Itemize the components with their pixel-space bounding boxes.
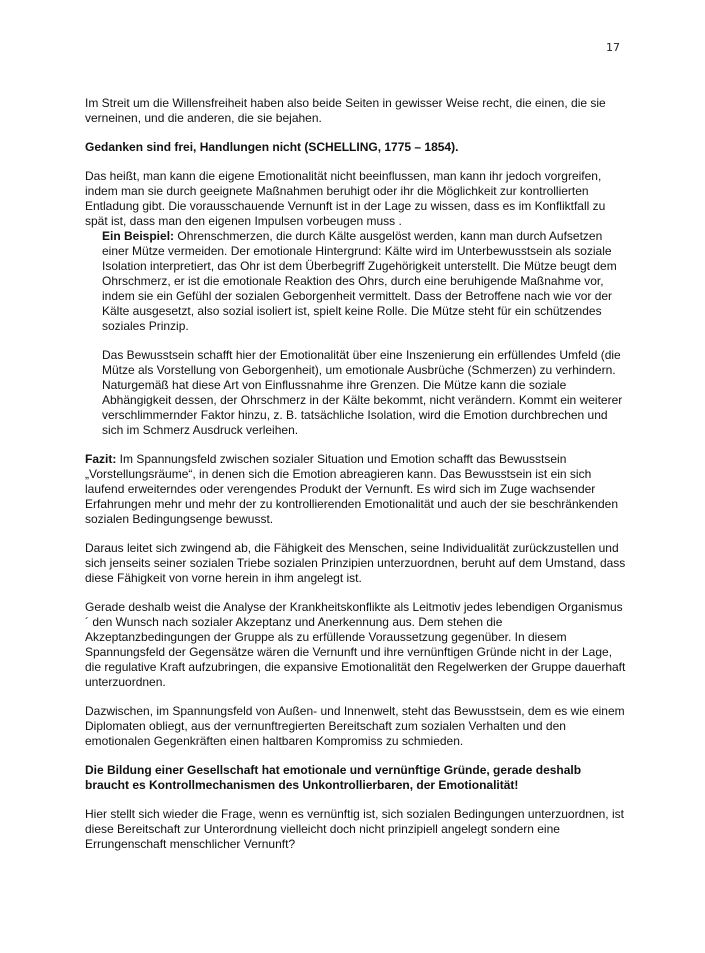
page-number: 17 bbox=[606, 41, 620, 54]
beispiel-text: Ohrenschmerzen, die durch Kälte ausgelöst werden, kann man durch Aufsetzen einer Mütze vermeiden. Der emotionale Hintergrund: Kälte wird im Unterbewusstsein als soziale Isolation interpretiert, das Ohr ist dem Überbegriff Zugehörigkeit unterstellt. Die Mütze beugt dem Ohrschmerz, er ist die emotionale Reaktion des Ohrs, durch eine beruhigende Maßnahme vor, indem sie ein Gefühl der sozialen Geborgenheit vermittelt. Dass der Betroffene nach wie vor der Kälte ausgesetzt, also sozial isoliert ist, spielt keine Rolle. Die Mütze steht für ein schützendes soziales Prinzip. bbox=[102, 229, 617, 333]
paragraph-faehigkeit: Daraus leitet sich zwingend ab, die Fähigkeit des Menschen, seine Individualität zurückzustellen und sich jenseits seiner sozialen Triebe sozialen Prinzipien unterzuordnen, beruht auf dem Umstand, dass diese Fähigkeit von vorne herein in ihm angelegt ist. bbox=[85, 541, 626, 585]
paragraph-willensfreiheit: Im Streit um die Willensfreiheit haben also beide Seiten in gewisser Weise recht, die einen, die sie verneinen, und die anderen, die sie bejahen. bbox=[85, 96, 606, 125]
paragraph-schelling-quote: Gedanken sind frei, Handlungen nicht (SCHELLING, 1775 – 1854). bbox=[85, 140, 459, 154]
paragraph-krankheitskonflikte: Gerade deshalb weist die Analyse der Krankheitskonflikte als Leitmotiv jedes lebendigen Organismus´ den Wunsch nach sozialer Akzeptanz und Anerkennung aus. Dem stehen die Akzeptanzbedingungen der Gruppe als zu erfüllende Voraussetzung gegenüber. In diesem Spannungsfeld der Gegensätze wären die Vernunft und ihre vernünftigen Gründe nicht in der Lage, die regulative Kraft aufzubringen, die expansive Emotionalität den Regelwerken der Gruppe dauerhaft unterzuordnen. bbox=[85, 600, 626, 689]
paragraph-emotionalitaet: Das heißt, man kann die eigene Emotionalität nicht beeinflussen, man kann ihr jedoch vorgreifen, indem man sie durch geeignete Maßnahmen beruhigt oder ihr die Möglichkeit zur kontrollierten Entladung gibt. Die vorausschauende Vernunft ist in der Lage zu wissen, dass es im Konfliktfall zu spät ist, dass man den eigenen Impulsen vorbeugen muss . bbox=[85, 169, 606, 228]
paragraph-fazit bbox=[85, 452, 626, 527]
paragraph-gesellschaft: Die Bildung einer Gesellschaft hat emotionale und vernünftige Gründe, gerade deshalb braucht es Kontrollmechanismen des Unkontrollierbaren, der Emotionalität! bbox=[85, 763, 582, 792]
paragraph-diplomat: Dazwischen, im Spannungsfeld von Außen- und Innenwelt, steht das Bewusstsein, dem es wie einem Diplomaten obliegt, aus der vernunftregierten Bereitschaft zum sozialen Verhalten und den emotionalen Gegenkräften einen haltbaren Kompromiss zu schmieden. bbox=[85, 704, 625, 748]
fazit-text: Im Spannungsfeld zwischen sozialer Situation und Emotion schafft das Bewusstsein „Vorstellungsräume“, in denen sich die Emotion abreagieren kann. Das Bewusstsein ist ein sich laufend erweiterndes oder verengendes Produkt der Vernunft. Es wird sich im Zuge wachsender Erfahrungen mehr und mehr der zu kontrollierenden Emotionalität und auch der sie beschränkenden sozialen Bedingungsenge bewusst. bbox=[85, 452, 618, 526]
paragraph-bewusstsein-inszenierung: Das Bewusstsein schafft hier der Emotionalität über eine Inszenierung ein erfüllendes Umfeld (die Mütze als Vorstellung von Geborgenheit), um emotionale Ausbrüche (Schmerzen) zu verhindern. Naturgemäß hat diese Art von Einflussnahme ihre Grenzen. Die Mütze kann die soziale Abhängigkeit dessen, der Ohrschmerz in der Kälte bekommt, nicht verändern. Kommt ein weiterer verschlimmernder Faktor hinzu, z. B. tatsächliche Isolation, wird die Emotion durchbrechen und sich im Schmerz Ausdruck verleihen. bbox=[102, 348, 623, 437]
paragraph-frage: Hier stellt sich wieder die Frage, wenn es vernünftig ist, sich sozialen Bedingungen unterzuordnen, ist diese Bereitschaft zur Unterordnung vielleicht doch nicht prinzipiell angelegt sondern eine Errungenschaft menschlicher Vernunft? bbox=[85, 807, 624, 851]
beispiel-label: Ein Beispiel: bbox=[102, 229, 175, 243]
paragraph-beispiel bbox=[85, 229, 626, 334]
fazit-label: Fazit: bbox=[85, 452, 117, 466]
body-text bbox=[85, 96, 626, 866]
